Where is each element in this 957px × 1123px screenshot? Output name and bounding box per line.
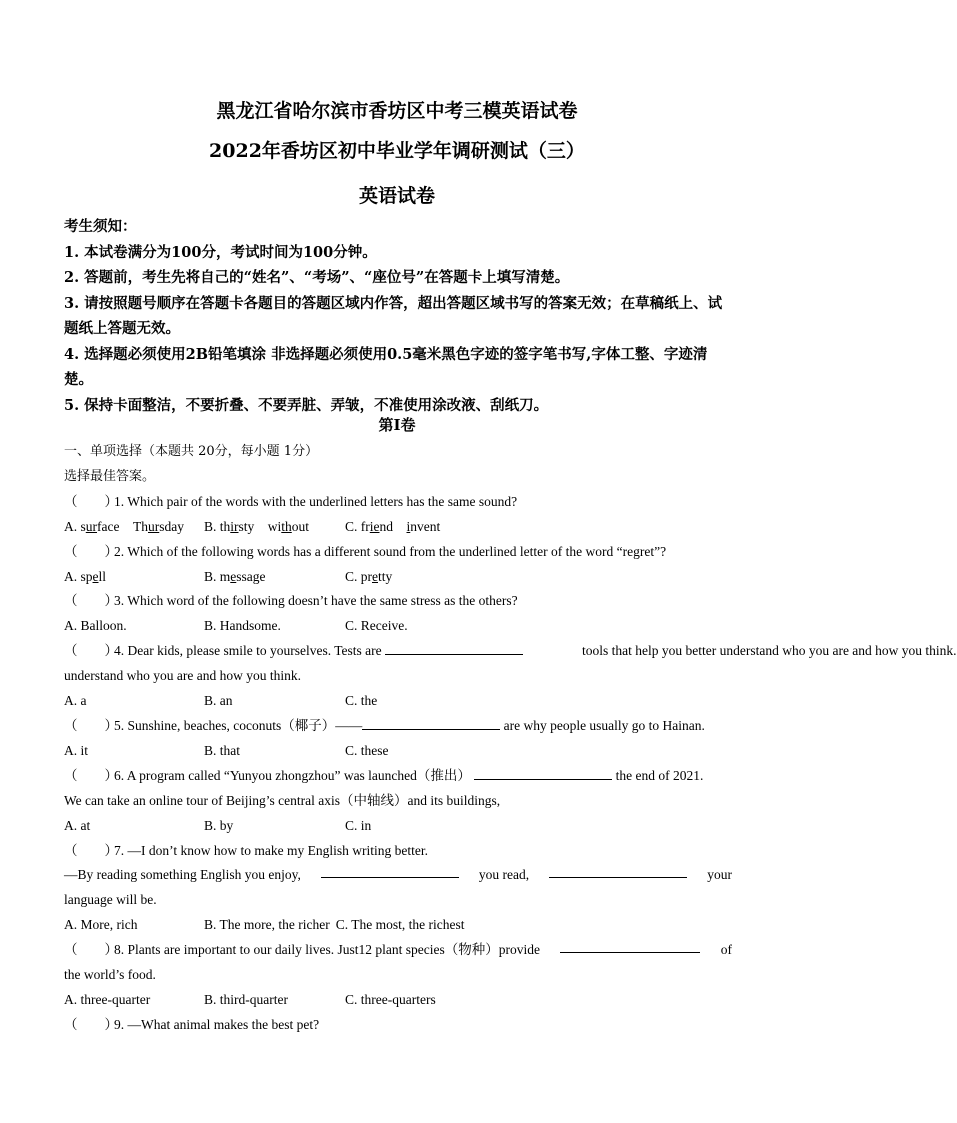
section-instruction: 选择最佳答案。 bbox=[64, 468, 156, 484]
answer-paren[interactable]: （ ） bbox=[64, 767, 118, 783]
option-b[interactable]: B. Handsome. bbox=[204, 618, 281, 634]
question-7: （ ）7. —I don’t know how to make my English writing better. bbox=[64, 839, 732, 864]
section-heading: 一、单项选择（本题共 20分，每小题 1分） bbox=[64, 444, 319, 459]
option-b[interactable]: B. third-quarter bbox=[204, 991, 288, 1007]
option-c[interactable]: C. friend invent bbox=[345, 518, 441, 534]
option-c[interactable]: C. pretty bbox=[345, 568, 393, 584]
option-b[interactable]: B. thirsty without bbox=[204, 518, 310, 534]
volume-heading: 第I卷 bbox=[378, 416, 416, 434]
paper-title: 英语试卷 bbox=[358, 185, 435, 207]
candidate-notice bbox=[64, 214, 732, 418]
question-2: （ ）2. Which of the following words has a different sound from the underlined letter of the word “regret”? bbox=[64, 540, 732, 565]
option-b[interactable]: B. that bbox=[204, 742, 240, 758]
section-single-choice bbox=[64, 440, 957, 1038]
option-b[interactable]: B. an bbox=[204, 693, 233, 709]
answer-paren[interactable]: （ ） bbox=[64, 1016, 118, 1032]
question-5-options bbox=[64, 739, 732, 764]
exam-title: 黑龙江省哈尔滨市香坊区中考三模英语试卷 bbox=[216, 100, 578, 122]
answer-paren[interactable]: （ ） bbox=[64, 543, 118, 559]
answer-paren[interactable]: （ ） bbox=[64, 842, 118, 858]
option-c[interactable]: C. the bbox=[345, 693, 378, 709]
option-a[interactable]: A. three-quarter bbox=[64, 991, 151, 1007]
option-a[interactable]: A. surface Thursday bbox=[64, 518, 184, 534]
notice-item: 3. 请按照题号顺序在答题卡各题目的答题区域内作答，超出答题区域书写的答案无效；在草稿纸上、试题纸上答题无效。 bbox=[64, 294, 723, 337]
exam-subtitle: 2022年香坊区初中毕业学年调研测试（三） bbox=[209, 140, 585, 162]
answer-paren[interactable]: （ ） bbox=[64, 593, 118, 609]
option-a[interactable]: A. it bbox=[64, 742, 89, 758]
notice-heading: 考生须知： bbox=[64, 218, 137, 235]
question-7-options bbox=[64, 913, 732, 938]
option-a[interactable]: A. a bbox=[64, 693, 87, 709]
answer-paren[interactable]: （ ） bbox=[64, 942, 118, 958]
option-c[interactable]: C. three-quarters bbox=[345, 991, 436, 1007]
answer-blank[interactable] bbox=[549, 863, 687, 878]
answer-paren[interactable]: （ ） bbox=[64, 493, 118, 509]
answer-blank[interactable] bbox=[560, 938, 700, 953]
option-a[interactable]: A. Balloon. bbox=[64, 618, 127, 634]
question-3: （ ）3. Which word of the following doesn’t have the same stress as the others? bbox=[64, 589, 732, 614]
notice-item: 1. 本试卷满分为100分，考试时间为100分钟。 bbox=[64, 243, 377, 261]
answer-paren[interactable]: （ ） bbox=[64, 643, 118, 659]
question-8-continuation: the world’s food. bbox=[64, 967, 156, 983]
question-7-line3: language will be. bbox=[64, 892, 157, 908]
notice-item: 5. 保持卡面整洁，不要折叠、不要弄脏、弄皱，不准使用涂改液、刮纸刀。 bbox=[64, 396, 549, 414]
question-6-options bbox=[64, 814, 732, 839]
option-a[interactable]: A. spell bbox=[64, 568, 107, 584]
option-c[interactable]: C. these bbox=[345, 742, 389, 758]
question-4-options bbox=[64, 689, 732, 714]
question-6: （ ）6. A program called “Yunyou zhongzhou” was launched（推出） the end of 2021. bbox=[64, 764, 732, 789]
question-8: （ ）8. Plants are important to our daily lives. Just12 plant species（物种）provide of bbox=[64, 938, 732, 963]
answer-paren[interactable]: （ ） bbox=[64, 717, 118, 733]
question-4: （ ）4. Dear kids, please smile to yourselves. Tests are tools that help you better understand who you are and how you think. bbox=[64, 639, 732, 664]
answer-blank[interactable] bbox=[362, 715, 500, 730]
question-7-line2: —By reading something English you enjoy, you read, your bbox=[64, 863, 732, 888]
option-c[interactable]: C. The most, the richest bbox=[335, 917, 465, 933]
option-a[interactable]: A. at bbox=[64, 817, 91, 833]
question-9: （ ）9. —What animal makes the best pet? bbox=[64, 1013, 732, 1038]
question-1-options bbox=[64, 515, 732, 540]
answer-blank[interactable] bbox=[321, 863, 459, 878]
question-3-options bbox=[64, 614, 732, 639]
question-1: （ ）1. Which pair of the words with the underlined letters has the same sound? bbox=[64, 490, 732, 515]
option-c[interactable]: C. in bbox=[345, 817, 372, 833]
answer-blank[interactable] bbox=[385, 640, 523, 655]
answer-blank[interactable] bbox=[474, 765, 612, 780]
option-b[interactable]: B. message bbox=[204, 568, 266, 584]
option-c[interactable]: C. Receive. bbox=[345, 618, 408, 634]
option-b[interactable]: B. The more, the richer bbox=[204, 917, 330, 933]
option-a[interactable]: A. More, rich bbox=[64, 917, 138, 933]
question-6-continuation: We can take an online tour of Beijing’s central axis（中轴线）and its buildings, bbox=[64, 792, 501, 808]
question-5: （ ）5. Sunshine, beaches, coconuts（椰子）—— are why people usually go to Hainan. bbox=[64, 714, 732, 739]
question-2-options bbox=[64, 565, 732, 590]
notice-item: 4. 选择题必须使用2B铅笔填涂 非选择题必须使用0.5毫米黑色字迹的签字笔书写,字体工整、字迹清楚。 bbox=[64, 345, 708, 388]
notice-item: 2. 答题前，考生先将自己的“姓名”、“考场”、“座位号”在答题卡上填写清楚。 bbox=[64, 269, 570, 286]
question-8-options bbox=[64, 988, 732, 1013]
option-b[interactable]: B. by bbox=[204, 817, 234, 833]
question-4-continuation: understand who you are and how you think. bbox=[64, 668, 301, 684]
